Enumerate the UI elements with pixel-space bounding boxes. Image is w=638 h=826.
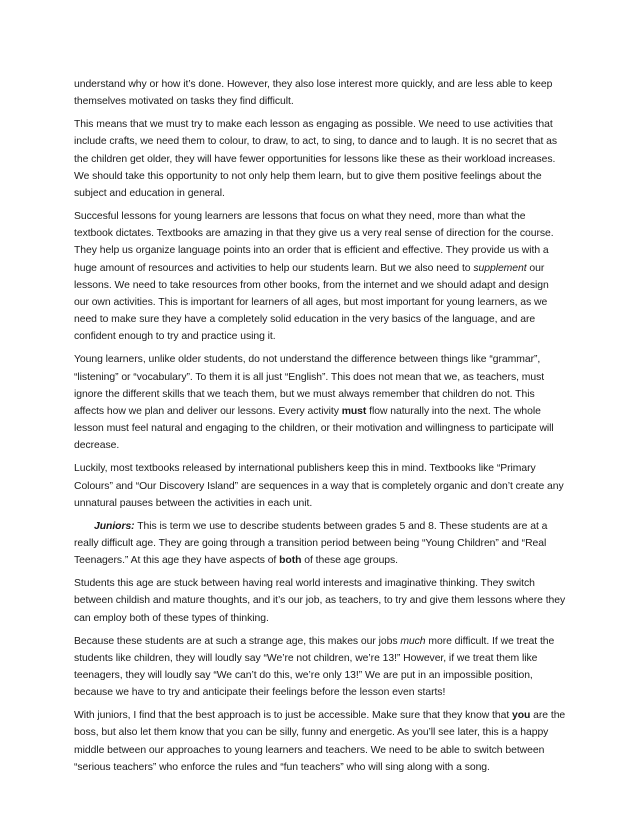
text-run: This means that we must try to make each lesson as engaging as possible. We need to use activities that include crafts, we need them to colour, to draw, to act, to sing, to dance and to laugh. It is no secret that as the children get older, they will have fewer opportunities for lessons like these as their workload increases. We should take this opportunity to not only help them learn, but to give them positive feelings about the subject and education in general. bbox=[74, 119, 558, 200]
paragraph bbox=[74, 116, 566, 202]
paragraph bbox=[74, 575, 566, 627]
bold-italic-text: Juniors: bbox=[94, 520, 135, 532]
text-run: Because these students are at such a strange age, this makes our jobs bbox=[74, 635, 401, 647]
document-body bbox=[74, 76, 566, 776]
paragraph bbox=[74, 707, 566, 776]
paragraph bbox=[74, 518, 566, 570]
text-run: Succesful lessons for young learners are lessons that focus on what they need, more than what the textbook dictates. Textbooks are amazing in that they give us a very real sense of direction for the course. They help us organize language points into an order that is efficient and effective. They provide us with a huge amount of resources and activities to help our students learn. But we also need to bbox=[74, 211, 554, 274]
text-run: flow naturally into the next. The whole lesson must feel natural and engaging to the children, or their motivation and willingness to participate will decrease. bbox=[74, 406, 554, 452]
paragraph bbox=[74, 76, 566, 110]
paragraph bbox=[74, 351, 566, 454]
text-run: our lessons. We need to take resources from other books, from the internet and we should adapt and design our own activities. This is important for learners of all ages, but most important for young learners, as we need to make sure they have a completely solid education in the very basics of the language, and are confident enough to try and practice using it. bbox=[74, 262, 549, 343]
paragraph bbox=[74, 460, 566, 512]
bold-text: you bbox=[512, 710, 531, 722]
italic-text: much bbox=[400, 635, 426, 647]
text-run: Luckily, most textbooks released by international publishers keep this in mind. Textbooks like “Primary Colours” and “Our Discovery Island” are sequences in a way that is completely organic and don’t create any unnatural pauses between the activities in each unit. bbox=[74, 463, 564, 509]
text-run: With juniors, I find that the best approach is to just be accessible. Make sure that they know that bbox=[74, 710, 512, 722]
text-run: Young learners, unlike older students, do not understand the difference between things like “grammar”, “listening” or “vocabulary”. To them it is all just “English”. This does not mean that we, as teachers, must ignore the different skills that we teach them, but we must always remember that children do not. This affects how we plan and deliver our lessons. Every activity bbox=[74, 354, 545, 418]
text-run: are the boss, but also let them know that you can be silly, funny and energetic. As you’ll see later, this is a happy middle between our approaches to young learners and teachers. We need to be able to switch between “serious teachers” who enforce the rules and “fun teachers” who will sing along with a song. bbox=[74, 710, 566, 773]
text-run: Students this age are stuck between having real world interests and imaginative thinking. They switch between childish and mature thoughts, and it’s our job, as teachers, to try and give them lessons where they can employ both of these types of thinking. bbox=[74, 578, 566, 624]
text-run: more difficult. If we treat the students like children, they will loudly say “We’re not children, we’re 13!” However, if we treat them like teenagers, they will loudly say “We can’t do this, we’re only 13!” We are put in an impossible position, because we have to try and anticipate their feelings before the lesson even starts! bbox=[74, 635, 555, 699]
text-run: This is term we use to describe students between grades 5 and 8. These students are at a really difficult age. They are going through a transition period between being “Young Children” and “Real Teenagers.” At this age they have aspects of bbox=[74, 520, 548, 567]
paragraph bbox=[74, 633, 566, 702]
bold-text: both bbox=[279, 555, 302, 567]
italic-text: supplement bbox=[473, 262, 527, 274]
text-run: of these age groups. bbox=[301, 555, 399, 567]
text-run: understand why or how it’s done. However, they also lose interest more quickly, and are less able to keep themselves motivated on tasks they find difficult. bbox=[74, 79, 553, 108]
paragraph bbox=[74, 208, 566, 346]
bold-text: must bbox=[341, 406, 367, 418]
